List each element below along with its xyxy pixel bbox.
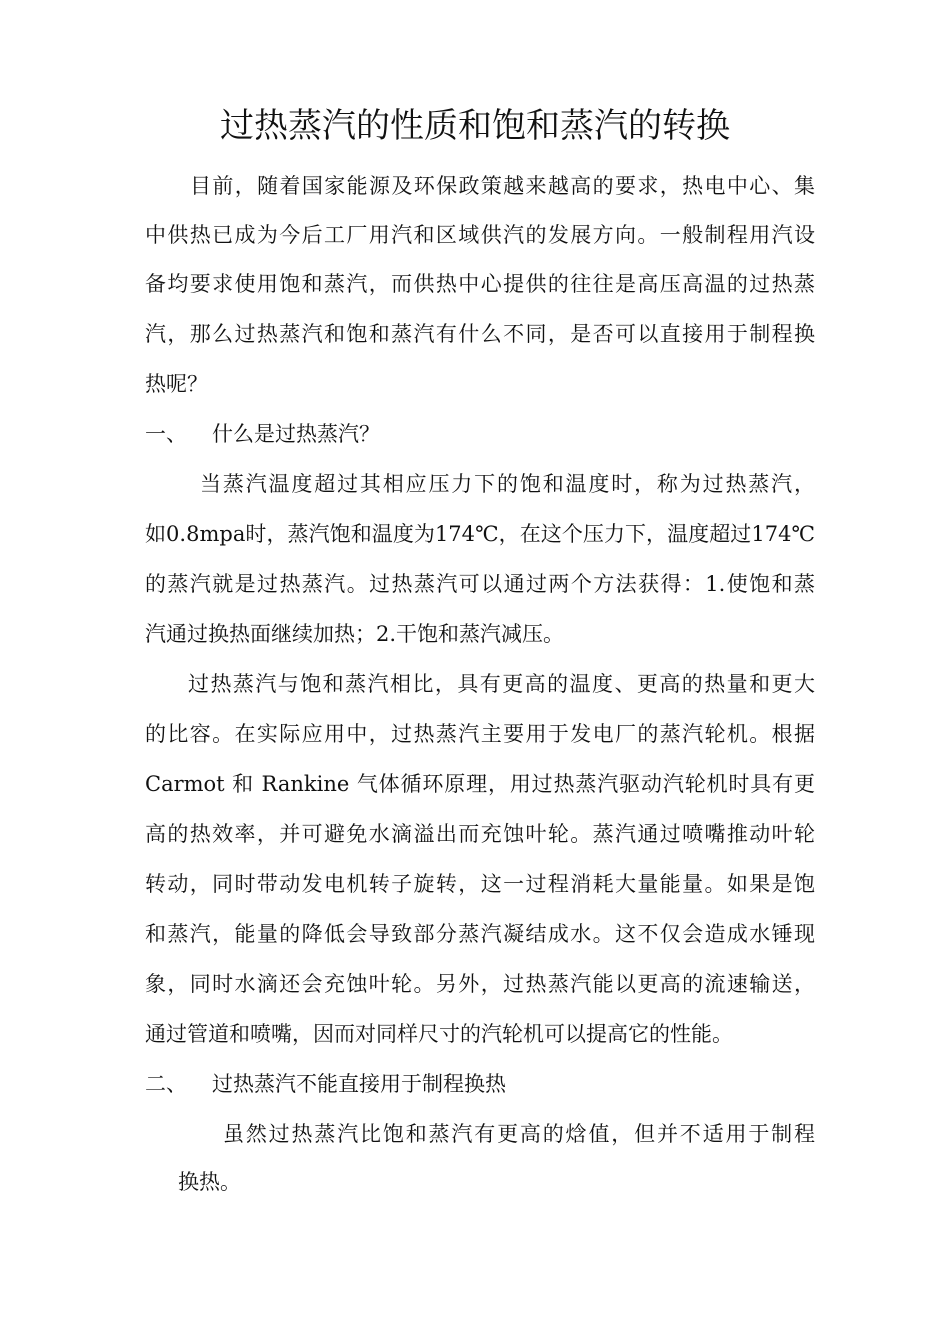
paragraph-line: 虽然过热蒸汽比饱和蒸汽有更高的焓值，但并不适用于制程	[223, 1122, 815, 1146]
paragraph-line: 如0.8mpa时，蒸汽饱和温度为174℃，在这个压力下，温度超过174℃	[145, 522, 815, 546]
intro-line: 备均要求使用饱和蒸汽，而供热中心提供的往往是高压高温的过热蒸	[145, 272, 815, 296]
paragraph-line: 换热。	[178, 1170, 241, 1194]
paragraph-line: 汽通过换热面继续加热；2.干饱和蒸汽减压。	[145, 622, 565, 646]
paragraph-line: 和蒸汽，能量的降低会导致部分蒸汽凝结成水。这不仅会造成水锤现	[145, 922, 815, 946]
paragraph-line: 转动，同时带动发电机转子旋转，这一过程消耗大量能量。如果是饱	[145, 872, 815, 896]
paragraph-line: 过热蒸汽与饱和蒸汽相比，具有更高的温度、更高的热量和更大	[188, 672, 815, 696]
intro-line: 中供热已成为今后工厂用汽和区域供汽的发展方向。一般制程用汽设	[145, 223, 815, 247]
intro-line: 汽，那么过热蒸汽和饱和蒸汽有什么不同，是否可以直接用于制程换	[145, 322, 815, 346]
page-title: 过热蒸汽的性质和饱和蒸汽的转换	[220, 106, 730, 146]
paragraph-line: 高的热效率，并可避免水滴溢出而充蚀叶轮。蒸汽通过喷嘴推动叶轮	[145, 822, 815, 846]
section-heading: 什么是过热蒸汽？	[212, 422, 380, 446]
section-heading: 过热蒸汽不能直接用于制程换热	[212, 1072, 506, 1096]
intro-line: 目前，随着国家能源及环保政策越来越高的要求，热电中心、集	[190, 174, 815, 198]
intro-line: 热呢？	[145, 372, 208, 396]
paragraph-line: 的比容。在实际应用中，过热蒸汽主要用于发电厂的蒸汽轮机。根据	[145, 722, 815, 746]
paragraph-line: 象，同时水滴还会充蚀叶轮。另外，过热蒸汽能以更高的流速输送，	[145, 972, 815, 996]
paragraph-line: Carmot 和 Rankine 气体循环原理，用过热蒸汽驱动汽轮机时具有更	[145, 772, 815, 796]
paragraph-line: 通过管道和喷嘴，因而对同样尺寸的汽轮机可以提高它的性能。	[145, 1022, 733, 1046]
paragraph-line: 的蒸汽就是过热蒸汽。过热蒸汽可以通过两个方法获得：1.使饱和蒸	[145, 572, 815, 596]
section-number: 二、	[145, 1072, 187, 1096]
paragraph-line: 当蒸汽温度超过其相应压力下的饱和温度时，称为过热蒸汽，	[200, 472, 815, 496]
section-number: 一、	[145, 422, 187, 446]
